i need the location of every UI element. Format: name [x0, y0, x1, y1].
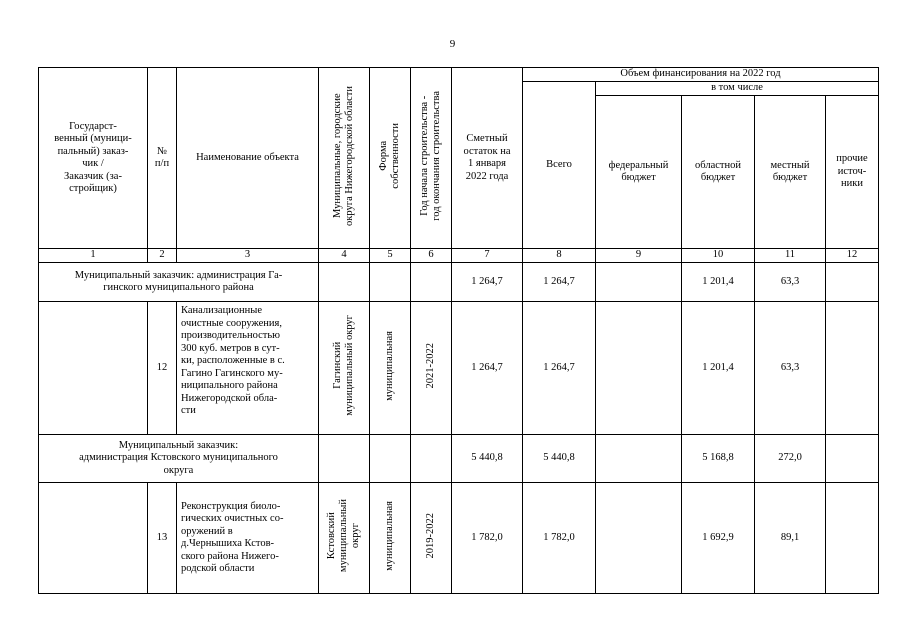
header-ownership: Форма собственности	[370, 68, 411, 249]
column-numbers-row	[39, 249, 879, 263]
column-number: 7	[452, 249, 523, 263]
object-years: 2019-2022	[411, 483, 452, 594]
group-remaining: 1 264,7	[452, 263, 523, 302]
group-total: 5 440,8	[523, 435, 596, 483]
page-number: 9	[449, 38, 456, 50]
column-number: 3	[177, 249, 319, 263]
group-federal	[596, 263, 682, 302]
group-other	[826, 435, 879, 483]
column-number: 10	[682, 249, 755, 263]
object-years: 2021-2022	[411, 302, 452, 435]
object-local: 89,1	[755, 483, 826, 594]
object-name: Реконструкция биоло- гических очистных со- оружений в д.Чернышиха Кстов- ского района Нижего- родской области	[177, 483, 319, 594]
group-federal	[596, 435, 682, 483]
group-row	[39, 435, 879, 483]
column-number: 8	[523, 249, 596, 263]
column-number: 9	[596, 249, 682, 263]
group-customer: Муниципальный заказчик: администрация Га- гинского муниципального района	[39, 263, 319, 302]
header-years: Год начала строительства - год окончания строительства	[411, 68, 452, 249]
header-number: № п/п	[148, 68, 177, 249]
group-regional: 1 201,4	[682, 263, 755, 302]
object-name: Канализационные очистные сооружения, производительностью 300 куб. метров в сут- ки, расположенные в с. Гагино Гагинского му- ниципального района Нижегородской обла- сти	[177, 302, 319, 435]
object-municipality: Гагинский муниципальный округ	[319, 302, 370, 435]
group-customer: Муниципальный заказчик: администрация Кстовского муниципального округа	[39, 435, 319, 483]
group-remaining: 5 440,8	[452, 435, 523, 483]
group-local: 63,3	[755, 263, 826, 302]
object-federal	[596, 483, 682, 594]
header-municipality: Муниципальные, городские округа Нижегородской области	[319, 68, 370, 249]
object-row	[39, 302, 879, 435]
object-number: 12	[148, 302, 177, 435]
group-row	[39, 263, 879, 302]
column-number: 11	[755, 249, 826, 263]
column-number: 4	[319, 249, 370, 263]
object-number: 13	[148, 483, 177, 594]
header-total: Всего	[523, 82, 596, 249]
object-municipality: Кстовский муниципальный округ	[319, 483, 370, 594]
header-object-name: Наименование объекта	[177, 68, 319, 249]
object-row	[39, 483, 879, 594]
header-remaining: Сметный остаток на 1 января 2022 года	[452, 68, 523, 249]
column-number: 6	[411, 249, 452, 263]
header-federal: федеральный бюджет	[596, 96, 682, 249]
header-customer: Государст- венный (муници- пальный) заказ- чик / Заказчик (за- стройщик)	[39, 68, 148, 249]
object-remaining: 1 264,7	[452, 302, 523, 435]
object-local: 63,3	[755, 302, 826, 435]
column-number: 2	[148, 249, 177, 263]
object-regional: 1 201,4	[682, 302, 755, 435]
column-number: 12	[826, 249, 879, 263]
object-remaining: 1 782,0	[452, 483, 523, 594]
object-ownership: муниципальная	[370, 483, 411, 594]
object-other	[826, 483, 879, 594]
group-other	[826, 263, 879, 302]
group-regional: 5 168,8	[682, 435, 755, 483]
object-total: 1 264,7	[523, 302, 596, 435]
group-total: 1 264,7	[523, 263, 596, 302]
object-federal	[596, 302, 682, 435]
header-funding-title: Объем финансирования на 2022 год	[523, 68, 879, 82]
header-including: в том числе	[596, 82, 879, 96]
object-total: 1 782,0	[523, 483, 596, 594]
object-other	[826, 302, 879, 435]
column-number: 5	[370, 249, 411, 263]
group-local: 272,0	[755, 435, 826, 483]
column-number: 1	[39, 249, 148, 263]
header-regional: областной бюджет	[682, 96, 755, 249]
header-local: местный бюджет	[755, 96, 826, 249]
header-other: прочие источ- ники	[826, 96, 879, 249]
funding-table	[38, 67, 879, 594]
object-regional: 1 692,9	[682, 483, 755, 594]
object-ownership: муниципальная	[370, 302, 411, 435]
